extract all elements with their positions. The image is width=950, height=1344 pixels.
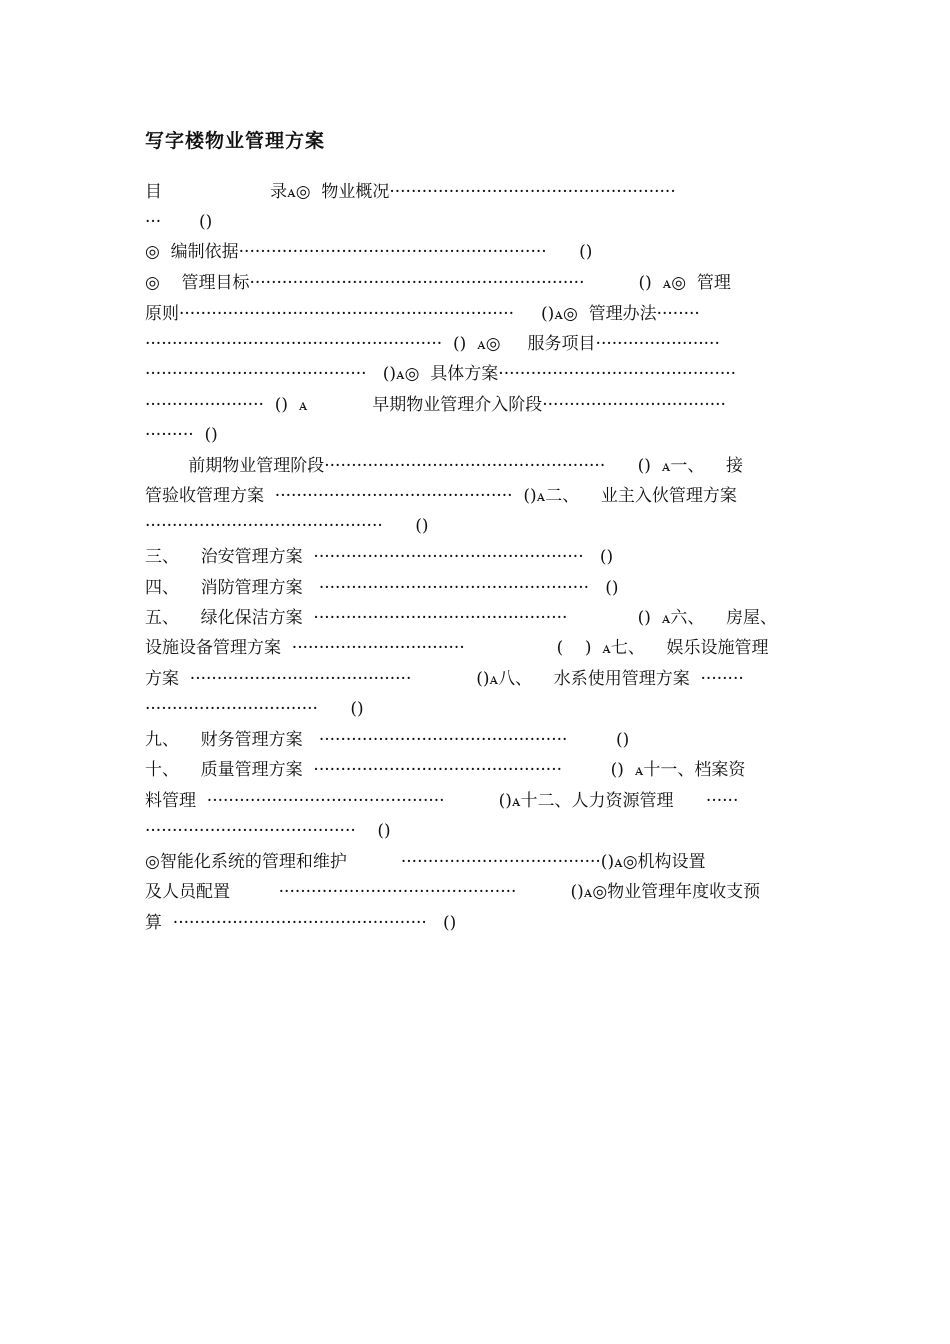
toc-line: 四、 消防管理方案 ·················································· (): [145, 578, 619, 598]
toc-line: ··· (): [145, 212, 213, 232]
toc-line: 方案 ········································· ()ꭺ八、 水系使用管理方案 ········: [145, 669, 744, 689]
toc-line: ············································ (): [145, 516, 429, 536]
toc-line: 及人员配置 ············································ ()ꭺ◎物业管理年度收支预: [145, 882, 761, 902]
toc-line: 十、 质量管理方案 ·············································· () ꭺ十一、档案资: [145, 760, 746, 780]
toc-line: ◎智能化系统的管理和维护 ·····································()ꭺ◎机构设置: [145, 852, 706, 872]
toc-line: 九、 财务管理方案 ·············································· (): [145, 730, 630, 750]
toc-line: 前期物业管理阶段···················································· () ꭺ一、 接: [145, 456, 743, 476]
toc-line: 设施设备管理方案 ································ ( ) ꭺ七、 娱乐设施管理: [145, 638, 769, 658]
toc-line: ································ (): [145, 699, 364, 719]
toc-line: ········· (): [145, 425, 218, 445]
toc-line: ◎ 编制依据························································· (): [145, 242, 593, 262]
toc-line: 五、 绿化保洁方案 ··············································· () ꭺ六、 房屋、: [145, 608, 777, 628]
toc-line: ······················ () ꭺ 早期物业管理介入阶段··································: [145, 395, 726, 415]
toc-line: 料管理 ············································ ()ꭺ十二、人力资源管理 ······: [145, 791, 739, 811]
toc-line: 算 ··············································· (): [145, 913, 457, 933]
toc-line: ········································· ()ꭺ◎ 具体方案············································: [145, 364, 737, 384]
toc-line: 管验收管理方案 ············································ ()ꭺ二、 业主入伙管理方案: [145, 486, 737, 506]
toc-line: 原则······························································ ()ꭺ◎ 管理办法········: [145, 304, 700, 324]
toc-line: ◎ 管理目标······························································ () ꭺ◎ 管理: [145, 273, 731, 293]
toc-line: ······································· (): [145, 821, 391, 841]
document-title: 写字楼物业管理方案: [145, 130, 326, 152]
toc-line: 目 录ꭺ◎ 物业概况·····················································: [145, 182, 676, 202]
toc-line: 三、 治安管理方案 ·················································· (): [145, 547, 614, 567]
toc-line: ······················································· () ꭺ◎ 服务项目·······················: [145, 334, 720, 354]
